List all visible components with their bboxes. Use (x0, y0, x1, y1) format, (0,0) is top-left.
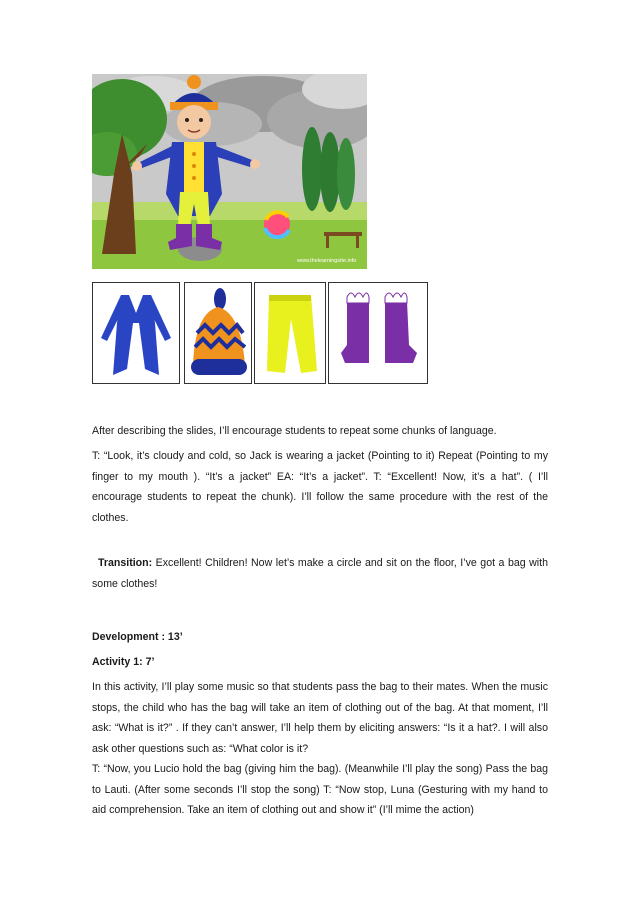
activity-paragraph: In this activity, I’ll play some music so that students pass the bag to their mates. When the music stops, the child who has the bag will take an item of clothing out of the bag. At that moment, I’ll ask: “What is it?” . If they can’t answer, I’ll help them by eliciting answers: “Is it a hat?. I will also ask other questions such as: “What color is it? (92, 681, 548, 755)
transition-label: Transition: (98, 557, 153, 569)
hat-card (184, 282, 252, 384)
pants-icon (255, 283, 325, 383)
dialogue-paragraph: T: “Look, it’s cloudy and cold, so Jack is wearing a jacket (Pointing to it) Repeat (Pointing to my finger to my mouth ). “It’s a jacket” EA: “It’s a jacket”. T: “Excellent! Now, it’s a hat”. ( I’ll encourage students to repeat the chunk). I’ll follow the same procedure with the rest of the clothes. (92, 450, 548, 524)
boots-icon (329, 283, 427, 383)
pants-card (254, 282, 326, 384)
jacket-icon (93, 283, 179, 383)
transition-paragraph (92, 553, 548, 594)
intro-paragraph: After describing the slides, I’ll encourage students to repeat some chunks of language. (92, 425, 497, 437)
development-heading: Development : 13’ (92, 631, 183, 643)
jacket-card (92, 282, 180, 384)
transition-text: Excellent! Children! Now let’s make a circle and sit on the floor, I’ve got a bag with some clothes! (92, 557, 548, 590)
activity-heading: Activity 1: 7’ (92, 656, 155, 668)
hat-icon (185, 283, 251, 383)
main-illustration (92, 74, 367, 269)
illustration-caption: www.thelearningsite.info (297, 258, 357, 264)
procedure-paragraph: T: “Now, you Lucio hold the bag (giving him the bag). (Meanwhile I’ll play the song) Pass the bag to Lauti. (After some seconds I’ll stop the song) T: “Now stop, Luna (Gesturing with my hand to aid comprehension. Take an item of clothing out and show it” (I’ll mime the action) (92, 763, 548, 816)
boots-card (328, 282, 428, 384)
